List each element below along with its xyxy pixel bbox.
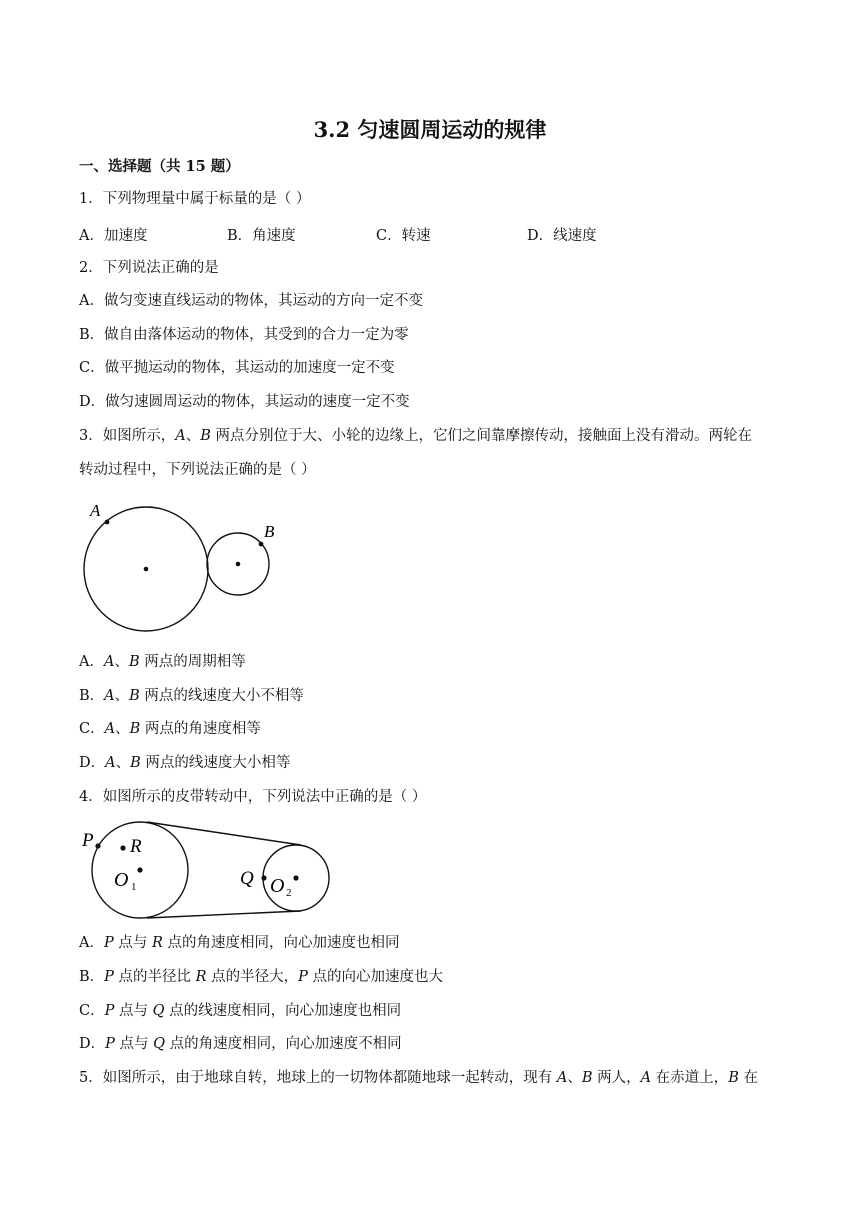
center-o1: [137, 867, 142, 872]
page-title: 3.2 匀速圆周运动的规律: [313, 117, 547, 142]
q2-option-b: B．做自由落体运动的物体，其受到的合力一定为零: [79, 327, 409, 343]
q1-stem: 1．下列物理量中属于标量的是（ ）: [79, 191, 311, 207]
q3-stem-line1: 3．如图所示，A、B 两点分别位于大、小轮的边缘上，它们之间靠摩擦传动，接触面上没有滑动。两轮在: [79, 428, 752, 444]
point-r: [120, 845, 125, 850]
point-a: [105, 520, 110, 525]
belt-bottom: [147, 911, 301, 918]
label-b: B: [264, 522, 275, 541]
label-q: Q: [240, 868, 254, 889]
label-o1-subscript: 1: [131, 881, 137, 893]
center-o2: [293, 875, 298, 880]
q3-option-c: C．A、B 两点的角速度相等: [79, 721, 261, 737]
label-a: A: [90, 501, 101, 520]
point-p: [95, 843, 100, 848]
q4-option-c: C．P 点与 Q 点的线速度相同，向心加速度也相同: [79, 1003, 402, 1019]
q2-option-c: C．做平抛运动的物体，其运动的加速度一定不变: [79, 360, 395, 376]
q1-option-d: D．线速度: [527, 228, 597, 244]
large-wheel-center: [144, 567, 149, 572]
q2-stem: 2．下列说法正确的是: [79, 260, 219, 276]
q3-stem-line2: 转动过程中，下列说法正确的是（ ）: [79, 462, 316, 478]
section-heading: 一、选择题（共 15 题）: [79, 158, 240, 175]
q4-stem: 4．如图所示的皮带转动中，下列说法中正确的是（ ）: [79, 789, 427, 805]
q3-option-a: A．A、B 两点的周期相等: [79, 654, 246, 670]
q4-option-d: D．P 点与 Q 点的角速度相同，向心加速度不相同: [79, 1036, 402, 1052]
q2-option-d: D．做匀速圆周运动的物体，其运动的速度一定不变: [79, 394, 410, 410]
q4-option-a: A．P 点与 R 点的角速度相同，向心加速度也相同: [79, 935, 400, 951]
q3-figure-friction-wheels: [80, 498, 280, 638]
label-o2: O: [270, 875, 285, 897]
q5-stem: 5．如图所示，由于地球自转，地球上的一切物体都随地球一起转动，现有 A、B 两人，A 在赤道上，B 在: [79, 1070, 758, 1086]
q4-figure-belt-drive: [78, 818, 338, 926]
label-o1: O: [114, 869, 129, 891]
point-b: [259, 542, 264, 547]
q3-option-d: D．A、B 两点的线速度大小相等: [79, 755, 291, 771]
q1-option-a: A．加速度: [79, 228, 148, 244]
q1-options: [79, 224, 779, 244]
q2-option-a: A．做匀变速直线运动的物体，其运动的方向一定不变: [79, 293, 423, 309]
small-wheel-center: [236, 562, 241, 567]
q1-option-b: B．角速度: [227, 228, 296, 244]
point-q: [261, 875, 266, 880]
q4-option-b: B．P 点的半径比 R 点的半径大，P 点的向心加速度也大: [79, 969, 444, 985]
label-r: R: [130, 836, 142, 857]
label-p: P: [82, 830, 94, 851]
label-o2-subscript: 2: [286, 887, 292, 899]
q3-option-b: B．A、B 两点的线速度大小不相等: [79, 688, 304, 704]
q1-option-c: C．转速: [376, 228, 431, 244]
